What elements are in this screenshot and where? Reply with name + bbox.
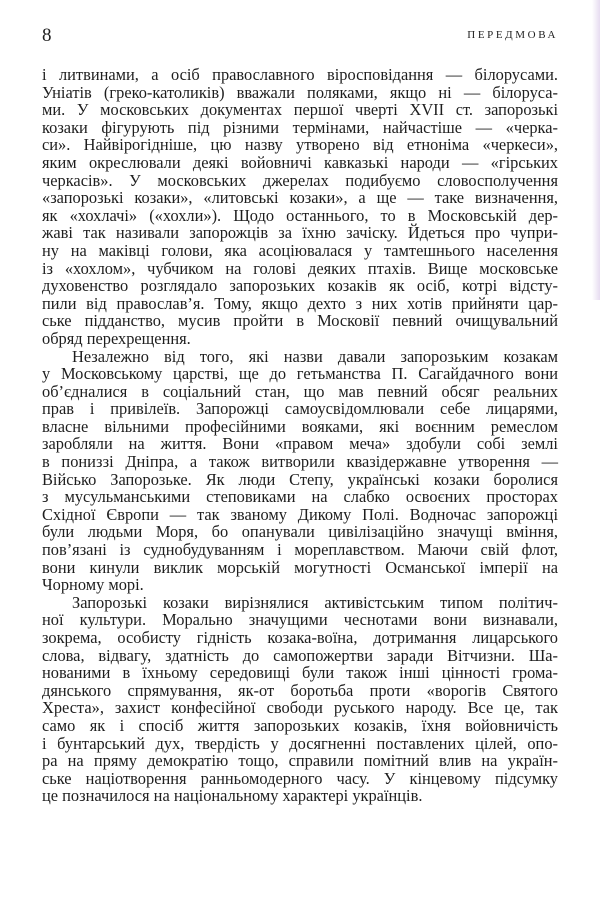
text-line: ну на маківці голови, яка асоціювалася у тамтешнього населення — [42, 240, 558, 260]
text-line: з мусульманськими степовиками на слабко освоєних просторах — [42, 487, 558, 507]
text-line: прав і привілеїв. Запорожці самоусвідомлювали себе лицарями, — [42, 399, 558, 419]
text-line: ра на пряму демократію тощо, справили помітний влив на україн- — [42, 751, 558, 771]
text-line: Військо Запорозьке. Як люди Степу, українські козаки боролися — [42, 469, 558, 489]
text-line: заробляли на життя. Вони «правом меча» здобули собі землі — [42, 434, 558, 454]
text-line: ми. У московських документах першої чверті XVII ст. запорозькі — [42, 100, 558, 120]
paragraph — [42, 594, 558, 805]
text-line: жаві так називали запорожців за їхню зачіску. Йдеться про чупри- — [42, 223, 558, 243]
text-line: обряд перехрещення. — [42, 328, 191, 348]
scan-edge-tint — [592, 0, 600, 300]
text-line: і бунтарський дух, твердість у досягненні поставлених цілей, опо- — [42, 733, 558, 753]
text-line: Уніатів (греко-католиків) вважали поляками, якщо ні — білоруса- — [42, 82, 558, 102]
text-line: нованими в їхньому середовищі були також інші цінності грома- — [42, 663, 558, 683]
text-line: черкасів». У московських джерелах подибуємо словосполучення — [42, 170, 558, 190]
text-line: слова, відвагу, здатність до самопожертви заради Вітчизни. Ша- — [42, 645, 558, 665]
text-line: Запорозькі козаки вирізнялися активістським типом політич- — [72, 592, 558, 612]
text-line: яким окреслювали деякі войовничі кавказькі народи — «гірських — [42, 152, 558, 172]
text-line: Чорному морі. — [42, 575, 144, 595]
text-line: пов’язані із суднобудуванням і мореплавством. Маючи свій флот, — [42, 540, 558, 560]
text-line: само як і спосіб життя запорозьких козаків, їхня войовничість — [42, 715, 558, 735]
page-number: 8 — [42, 25, 52, 46]
text-line: дянського спрямування, як-от боротьба проти «ворогів Святого — [42, 680, 558, 700]
running-title: ПЕРЕДМОВА — [467, 29, 558, 41]
paragraph — [42, 66, 558, 348]
text-line: власне вільними професійними вояками, які воєнним ремеслом — [42, 416, 558, 436]
paragraph — [42, 348, 558, 594]
text-line: ське націотворення ранньомодерного часу. У кінцевому підсумку — [42, 768, 558, 788]
text-line: і литвинами, а осіб православного віросповідання — білорусами. — [42, 65, 558, 84]
text-line: си». Найвірогідніше, цю назву утворено від етноніма «черкеси», — [42, 135, 558, 155]
text-line: козаки фігурують під різними термінами, найчастіше — «черка- — [42, 117, 558, 137]
text-line: вони кинули виклик морській могутності Османської імперії на — [42, 557, 558, 577]
text-line: ське підданство, мусив пройти в Московії певний очищувальний — [42, 311, 558, 331]
text-line: в пониззі Дніпра, а також витворили квазідержавне утворення — — [42, 452, 558, 472]
page-body — [42, 66, 558, 805]
text-line: зокрема, особисту гідність козака-воїна, дотримання лицарського — [42, 628, 558, 647]
text-line: це позначилося на національному характері українців. — [42, 786, 423, 806]
text-line: духовенство розглядало запорозьких козаків як осіб, котрі відсту- — [42, 276, 558, 296]
text-line: пили від православ’я. Тому, якщо дехто з них хотів прийняти цар- — [42, 293, 558, 313]
text-line: Східної Європи — так званому Дикому Полі. Водночас запорожці — [42, 504, 558, 524]
text-line: були людьми Моря, бо опанували цивілізаційно значущі вміння, — [42, 522, 558, 542]
text-line: як «хохлачі» («хохли»). Щодо останнього, то в Московській дер- — [42, 205, 558, 225]
text-line: ної культури. Морально значущими чеснотами вони визнавали, — [42, 610, 558, 630]
text-line: Незалежно від того, які назви давали запорозьким козакам — [72, 346, 558, 366]
text-line: «запорозькі козаки», «литовські козаки», а ще — таке визначення, — [42, 188, 558, 208]
text-line: Хреста», захист конфесійної свободи руського народу. Все це, так — [42, 698, 558, 718]
text-line: із «хохлом», чубчиком на голові деяких птахів. Вище московське — [42, 258, 558, 278]
text-line: у Московському царстві, ще до гетьманства П. Сагайдачного вони — [42, 364, 558, 384]
text-line: об’єдналися в соціальний стан, що мав певний обсяг реальних — [42, 381, 558, 401]
